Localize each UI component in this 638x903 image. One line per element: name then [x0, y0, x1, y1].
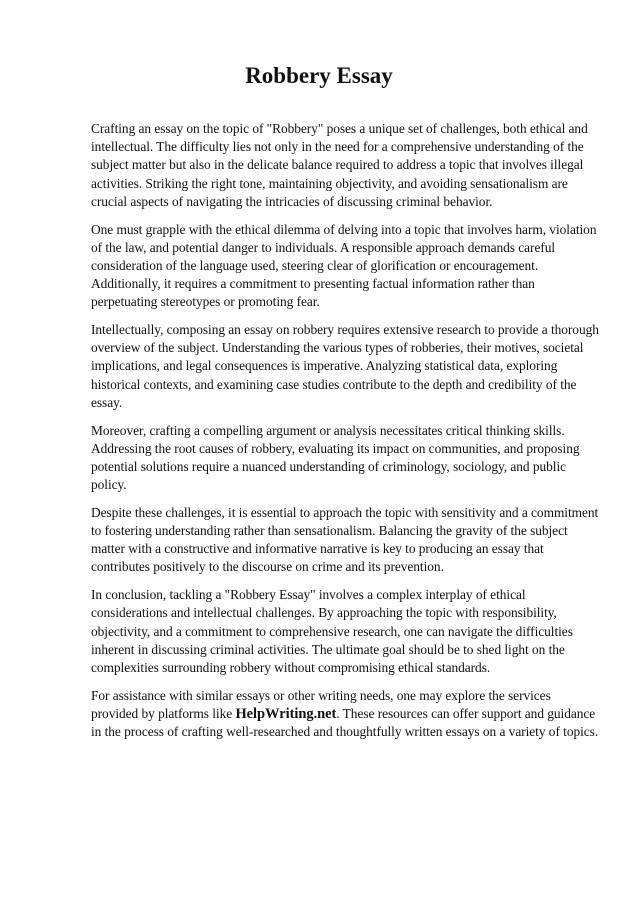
paragraph-2: One must grapple with the ethical dilemma of delving into a topic that involves harm, violation of the law, and potential danger to individuals. A responsible approach demands careful consideration of the language used, steering clear of glorification or encouragement. Additionally, it requires a commitment to presenting factual information rather than perpetuating stereotypes or promoting fear. [91, 221, 597, 310]
closing-paragraph [91, 687, 599, 742]
paragraph-4: Moreover, crafting a compelling argument or analysis necessitates critical thinking skills. Addressing the root causes of robbery, evaluating its impact on communities, and proposing potential solutions require a nuanced understanding of criminology, sociology, and public policy. [91, 422, 580, 493]
document-body [91, 120, 599, 751]
paragraph-5: Despite these challenges, it is essential to approach the topic with sensitivity and a commitment to fostering understanding rather than sensationalism. Balancing the gravity of the subject matter with a constructive and informative narrative is key to producing an essay that contributes positively to the discourse on crime and its prevention. [91, 504, 599, 575]
closing-text-before-link: For assistance with similar essays or other writing needs, one may explore the services provided by platforms like [91, 687, 551, 721]
paragraph-6: In conclusion, tackling a "Robbery Essay" involves a complex interplay of ethical considerations and intellectual challenges. By approaching the topic with responsibility, objectivity, and a commitment to comprehensive research, one can navigate the difficulties inherent in discussing criminal activities. The ultimate goal should be to shed light on the complexities surrounding robbery without compromising ethical standards. [91, 587, 573, 675]
paragraph-3: Intellectually, composing an essay on robbery requires extensive research to provide a thorough overview of the subject. Understanding the various types of robberies, their motives, societal implications, and legal consequences is imperative. Analyzing statistical data, exploring historical contexts, and examining case studies contribute to the depth and credibility of the essay. [91, 322, 599, 410]
closing-text-after-link: . These resources can offer support and guidance in the process of crafting well-researched and thoughtfully written essays on a variety of topics. [91, 705, 599, 740]
paragraph-1: Crafting an essay on the topic of "Robbery" poses a unique set of challenges, both ethical and intellectual. The difficulty lies not only in the need for a comprehensive understanding of the subject matter but also in the delicate balance required to address a topic that involves illegal activities. Striking the right tone, maintaining objectivity, and avoiding sensationalism are crucial aspects of navigating the intricacies of discussing criminal behavior. [91, 121, 588, 209]
helpwriting-link[interactable]: HelpWriting.net [235, 705, 337, 722]
document-title: Robbery Essay [245, 63, 393, 88]
